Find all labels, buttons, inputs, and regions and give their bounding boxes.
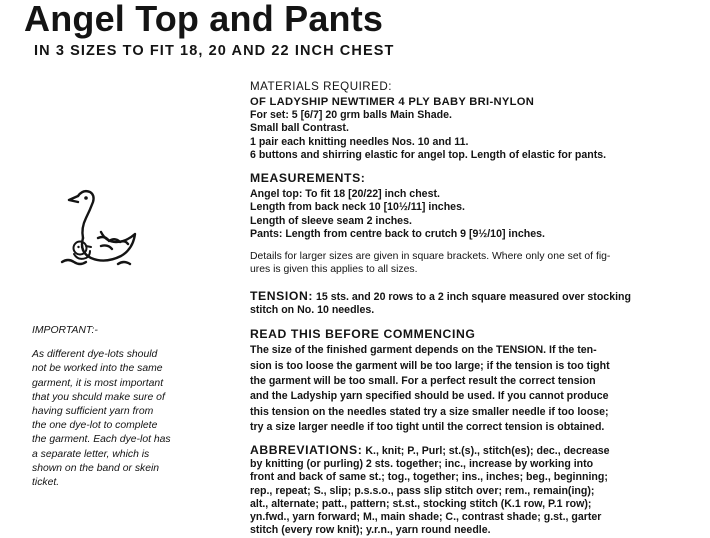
measurements-section bbox=[250, 172, 685, 276]
commencing-line: The size of the finished garment depends on the TENSION. If the ten- bbox=[250, 344, 597, 357]
commencing-line: the garment will be too small. For a perfect result the correct tension bbox=[250, 375, 596, 388]
commencing-line: try a size larger needle if too tight until the correct tension is obtained. bbox=[250, 421, 605, 434]
commencing-heading: READ THIS BEFORE COMMENCING bbox=[250, 327, 476, 341]
important-line: the garment. Each dye-lot has bbox=[32, 434, 171, 446]
tension-heading: TENSION: bbox=[250, 289, 314, 303]
tension-text: stitch on No. 10 needles. bbox=[250, 304, 375, 317]
important-heading: IMPORTANT:- bbox=[32, 325, 98, 336]
page-title: Angel Top and Pants bbox=[24, 0, 384, 39]
materials-yarn: OF LADYSHIP NEWTIMER 4 PLY BABY BRI-NYLON bbox=[250, 96, 535, 108]
abbreviations-line: K., knit; P., Purl; st.(s)., stitch(es); dec., decrease bbox=[365, 445, 610, 457]
measurements-line: Pants: Length from centre back to crutch 9 [9½/10] inches. bbox=[250, 227, 545, 240]
tension-section bbox=[250, 290, 685, 317]
measurements-line: Length of sleeve seam 2 inches. bbox=[250, 214, 412, 227]
important-line: ticket. bbox=[32, 477, 60, 489]
important-line: garment, it is most important bbox=[32, 377, 164, 389]
commencing-line: this tension on the needles stated try a size smaller needle if too loose; bbox=[250, 405, 609, 418]
important-line: a separate letter, which is bbox=[32, 448, 150, 460]
important-note bbox=[32, 324, 214, 490]
commencing-line: and the Ladyship yarn specified should be used. If you cannot produce bbox=[250, 390, 609, 403]
important-line: shown on the band or skein bbox=[32, 462, 160, 474]
measurements-heading: MEASUREMENTS: bbox=[250, 171, 366, 185]
abbreviations-heading: ABBREVIATIONS: bbox=[250, 443, 363, 457]
abbreviations-line: front and back of same st.; tog., together; ins., inches; beg., beginning; bbox=[250, 471, 608, 484]
abbreviations-section bbox=[250, 444, 685, 537]
important-line: that you shculd make sure of bbox=[32, 391, 165, 403]
tension-text: 15 sts. and 20 rows to a 2 inch square measured over stocking bbox=[315, 291, 631, 303]
abbreviations-line: alt., alternate; patt., pattern; st.st., stocking stitch (K.1 row, P.1 row); bbox=[250, 497, 592, 510]
important-line: having sufficient yarn from bbox=[32, 406, 154, 418]
sizes-note-line: Details for larger sizes are given in square brackets. Where only one set of fig- bbox=[250, 251, 611, 263]
measurements-line: Angel top: To fit 18 [20/22] inch chest. bbox=[250, 188, 440, 201]
materials-line: 1 pair each knitting needles Nos. 10 and 11. bbox=[250, 135, 469, 148]
important-line: As different dye-lots should bbox=[32, 349, 158, 361]
materials-heading: MATERIALS REQUIRED: bbox=[250, 80, 392, 93]
size-subtitle: IN 3 SIZES TO FIT 18, 20 AND 22 INCH CHEST bbox=[34, 43, 395, 59]
important-line: not be worked into the same bbox=[32, 363, 163, 375]
commencing-section bbox=[250, 328, 685, 436]
materials-line: 6 buttons and shirring elastic for angel top. Length of elastic for pants. bbox=[250, 148, 607, 161]
materials-section bbox=[250, 80, 685, 162]
materials-line: For set: 5 [6/7] 20 grm balls Main Shade. bbox=[250, 109, 452, 122]
abbreviations-line: by knitting (or purling) 2 sts. together; inc., increase by working into bbox=[250, 458, 594, 471]
important-line: the one dye-lot to complete bbox=[32, 420, 158, 432]
swan-logo-icon bbox=[60, 182, 142, 272]
materials-line: Small ball Contrast. bbox=[250, 122, 349, 135]
abbreviations-line: rep., repeat; S., slip; p.s.s.o., pass slip stitch over; rem., remain(ing); bbox=[250, 484, 595, 497]
commencing-line: sion is too loose the garment will be too large; if the tension is too tight bbox=[250, 359, 610, 372]
sizes-note-line: ures is given this applies to all sizes. bbox=[250, 264, 418, 276]
abbreviations-line: yn.fwd., yarn forward; M., main shade; C., contrast shade; g.st., garter bbox=[250, 511, 602, 524]
abbreviations-line: stitch (every row knit); y.r.n., yarn round needle. bbox=[250, 524, 491, 537]
measurements-line: Length from back neck 10 [10½/11] inches. bbox=[250, 201, 465, 214]
